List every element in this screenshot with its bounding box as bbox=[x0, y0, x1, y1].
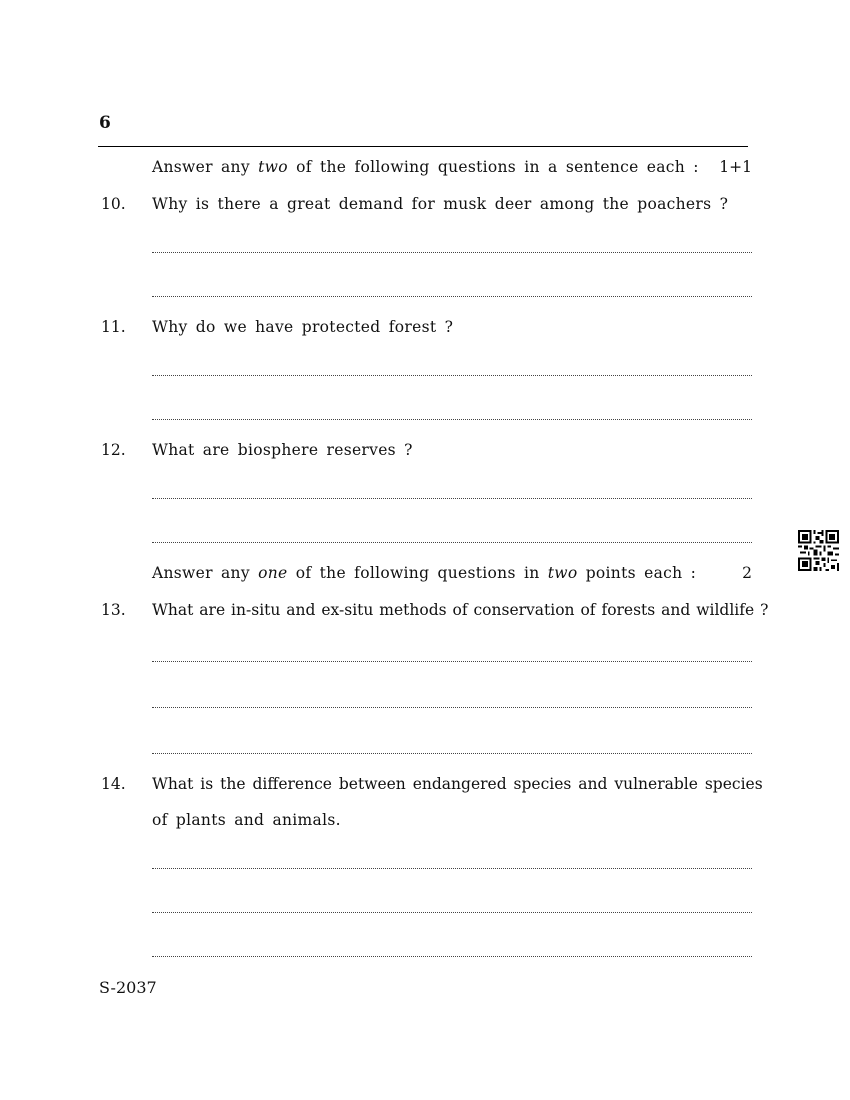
answer-line[interactable] bbox=[152, 542, 752, 543]
question-number: 14. bbox=[101, 775, 126, 793]
answer-line[interactable] bbox=[152, 252, 752, 253]
answer-line[interactable] bbox=[152, 912, 752, 913]
section-instruction-1 bbox=[152, 158, 699, 176]
instruction-emphasis: two bbox=[547, 564, 578, 582]
answer-line[interactable] bbox=[152, 296, 752, 297]
answer-line[interactable] bbox=[152, 956, 752, 957]
question-text: What are in-situ and ex-situ methods of conservation of forests and wildlife ? bbox=[152, 601, 769, 619]
section-marks-1: 1+1 bbox=[719, 158, 752, 176]
question-number: 11. bbox=[101, 318, 126, 336]
answer-line[interactable] bbox=[152, 707, 752, 708]
instruction-emphasis: two bbox=[258, 158, 288, 176]
document-code: S-2037 bbox=[99, 978, 157, 997]
instruction-text: of the following questions in bbox=[295, 564, 540, 582]
instruction-text: points each : bbox=[585, 564, 697, 582]
question-text: Why is there a great demand for musk deer among the poachers ? bbox=[152, 195, 729, 213]
instruction-emphasis: one bbox=[258, 564, 288, 582]
header-rule bbox=[98, 146, 748, 147]
instruction-text: of the following questions in a sentence each : bbox=[296, 158, 699, 176]
question-text-continued: of plants and animals. bbox=[152, 811, 341, 829]
page-number: 6 bbox=[99, 113, 111, 133]
answer-line[interactable] bbox=[152, 868, 752, 869]
answer-line[interactable] bbox=[152, 419, 752, 420]
instruction-text: Answer any bbox=[152, 158, 250, 176]
section-instruction-2 bbox=[152, 564, 696, 582]
question-text: What are biosphere reserves ? bbox=[152, 441, 413, 459]
question-number: 10. bbox=[101, 195, 126, 213]
question-text: Why do we have protected forest ? bbox=[152, 318, 454, 336]
question-number: 12. bbox=[101, 441, 126, 459]
answer-line[interactable] bbox=[152, 375, 752, 376]
instruction-text: Answer any bbox=[152, 564, 250, 582]
answer-line[interactable] bbox=[152, 498, 752, 499]
answer-line[interactable] bbox=[152, 661, 752, 662]
question-text: What is the difference between endangered species and vulnerable species bbox=[152, 775, 763, 793]
qr-code-icon bbox=[798, 530, 839, 571]
question-number: 13. bbox=[101, 601, 126, 619]
section-marks-2: 2 bbox=[742, 564, 752, 582]
answer-line[interactable] bbox=[152, 753, 752, 754]
